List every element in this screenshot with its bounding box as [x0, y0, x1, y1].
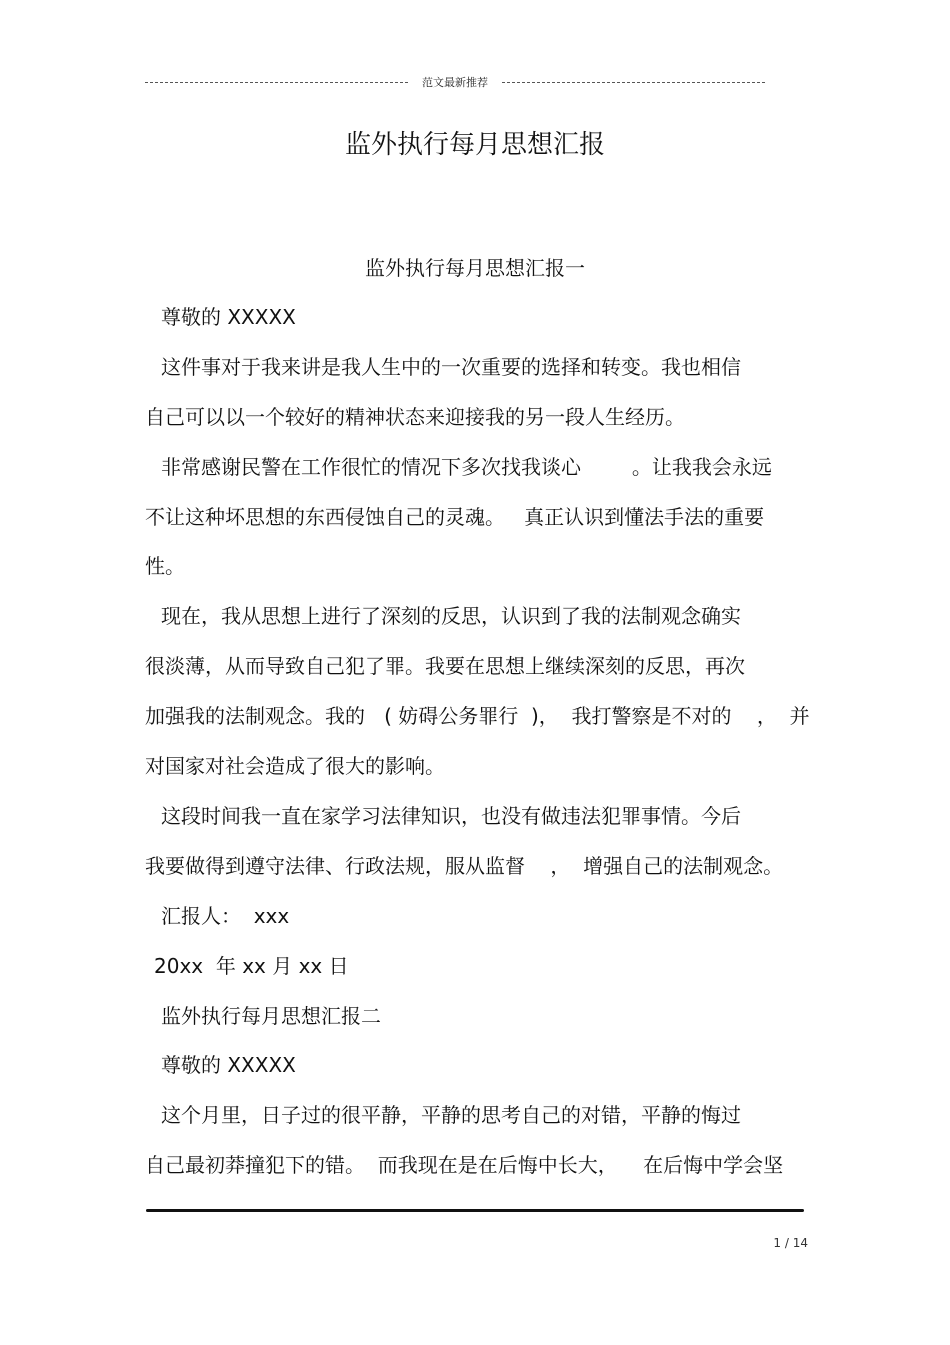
footer-rule: [146, 1209, 804, 1212]
paragraph-line: 自己可以以一个较好的精神状态来迎接我的另一段人生经历。: [145, 405, 685, 429]
paragraph-line: 加强我的法制观念。我的 ( 妨碍公务罪行 )， 我打警察是不对的 ， 并: [145, 704, 810, 728]
section-heading: 监外执行每月思想汇报一: [365, 256, 585, 280]
paragraph-line: 性。: [145, 554, 185, 578]
paragraph-line: 我要做得到遵守法律、行政法规，服从监督 ， 增强自己的法制观念。: [145, 854, 784, 878]
header-dashed-rule-right: [502, 82, 765, 83]
header-text: 范文最新推荐: [422, 76, 488, 89]
document-title: 监外执行每月思想汇报: [344, 130, 605, 160]
paragraph-line: 很淡薄，从而导致自己犯了罪。我要在思想上继续深刻的反思，再次: [145, 654, 745, 678]
paragraph-line: 非常感谢民警在工作很忙的情况下多次找我谈心 。让我我会永远: [161, 455, 772, 479]
paragraph-line: 这个月里，日子过的很平静，平静的思考自己的对错，平静的悔过: [161, 1103, 741, 1127]
paragraph-line: 自己最初莽撞犯下的错。 而我现在是在后悔中长大， 在后悔中学会坚: [145, 1153, 784, 1177]
paragraph-line: 这段时间我一直在家学习法律知识，也没有做违法犯罪事情。今后: [161, 804, 741, 828]
salutation: 尊敬的 XXXXX: [161, 1053, 296, 1077]
page-number: 1 / 14: [773, 1236, 808, 1250]
paragraph-line: 对国家对社会造成了很大的影响。: [145, 754, 445, 778]
page-header: [145, 72, 765, 92]
date-line: 20xx 年 xx 月 xx 日: [154, 954, 349, 978]
paragraph-line: 现在，我从思想上进行了深刻的反思，认识到了我的法制观念确实: [161, 604, 741, 628]
paragraph-line: 这件事对于我来讲是我人生中的一次重要的选择和转变。我也相信: [161, 355, 741, 379]
header-dashed-rule-left: [145, 82, 408, 83]
reporter-line: 汇报人： xxx: [161, 904, 290, 928]
salutation: 尊敬的 XXXXX: [161, 305, 296, 329]
paragraph-line: 不让这种坏思想的东西侵蚀自己的灵魂。 真正认识到懂法手法的重要: [145, 505, 765, 529]
section-heading: 监外执行每月思想汇报二: [161, 1004, 381, 1028]
